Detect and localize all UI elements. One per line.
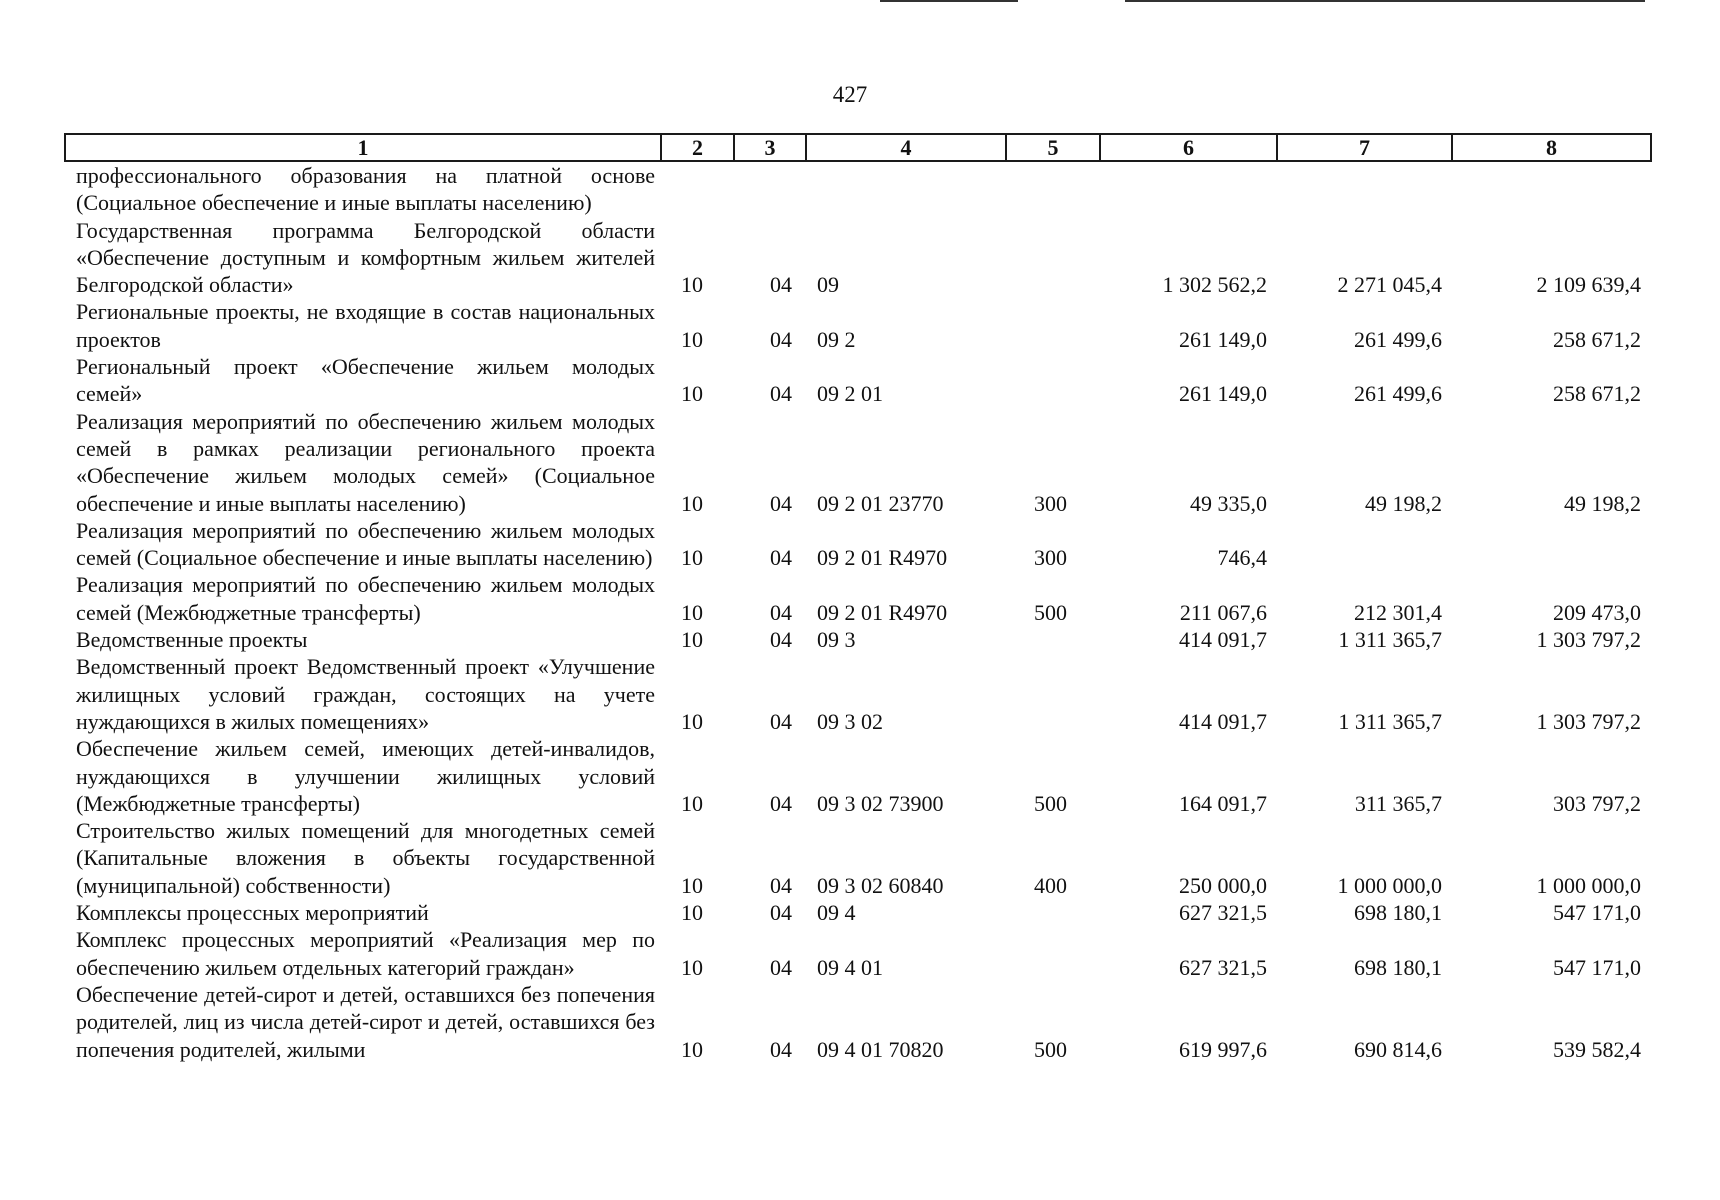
row-target-article: 09 2 01 23770 <box>817 490 944 516</box>
row-subsection: 04 <box>770 1036 792 1062</box>
table-row <box>65 735 1651 817</box>
row-amount-col8: 1 000 000,0 <box>1536 872 1641 898</box>
column-header-6: 6 <box>1100 134 1277 161</box>
row-amount-col8: 1 303 797,2 <box>1536 627 1641 653</box>
row-subsection: 04 <box>770 381 792 407</box>
table-row <box>65 517 1651 572</box>
row-expense-type: 400 <box>1034 872 1067 898</box>
row-target-article: 09 4 01 70820 <box>817 1036 944 1062</box>
row-name: Реализация мероприятий по обеспечению жильем молодых семей в рамках реализации регионального проекта «Обеспечение жильем молодых семей» (Социальное обеспечение и иные выплаты населению) <box>76 408 655 516</box>
row-amount-col8: 49 198,2 <box>1564 490 1641 516</box>
row-amount-col6: 619 997,6 <box>1179 1036 1267 1062</box>
row-expense-type <box>1006 353 1100 408</box>
row-amount-col6: 627 321,5 <box>1179 900 1267 926</box>
row-amount-col6 <box>1100 161 1277 217</box>
row-amount-col6: 746,4 <box>1217 545 1267 571</box>
row-subsection: 04 <box>770 272 792 298</box>
row-expense-type: 500 <box>1034 790 1067 816</box>
row-target-article: 09 4 01 <box>817 954 883 980</box>
row-subsection <box>734 161 806 217</box>
row-amount-col7: 698 180,1 <box>1354 954 1442 980</box>
row-name: Региональный проект «Обеспечение жильем молодых семей» <box>76 354 655 407</box>
row-section: 10 <box>681 599 703 625</box>
row-section: 10 <box>681 872 703 898</box>
row-amount-col8: 258 671,2 <box>1553 326 1641 352</box>
row-expense-type <box>1006 161 1100 217</box>
row-amount-col6: 414 091,7 <box>1179 708 1267 734</box>
row-expense-type: 500 <box>1034 1036 1067 1062</box>
row-amount-col8 <box>1452 161 1651 217</box>
row-amount-col8: 303 797,2 <box>1553 790 1641 816</box>
row-subsection: 04 <box>770 708 792 734</box>
table-row <box>65 217 1651 299</box>
row-amount-col6: 250 000,0 <box>1179 872 1267 898</box>
row-amount-col7: 311 365,7 <box>1354 790 1442 816</box>
row-amount-col6: 211 067,6 <box>1179 599 1267 625</box>
table-row <box>65 653 1651 735</box>
row-target-article: 09 3 02 73900 <box>817 790 944 816</box>
header-row <box>65 134 1651 161</box>
table-row <box>65 571 1651 626</box>
row-amount-col6: 1 302 562,2 <box>1162 272 1267 298</box>
row-amount-col8: 258 671,2 <box>1553 381 1641 407</box>
column-header-2: 2 <box>661 134 734 161</box>
column-header-3: 3 <box>734 134 806 161</box>
row-section: 10 <box>681 381 703 407</box>
row-subsection: 04 <box>770 490 792 516</box>
row-amount-col7: 690 814,6 <box>1354 1036 1442 1062</box>
table-row <box>65 353 1651 408</box>
row-expense-type: 300 <box>1034 545 1067 571</box>
row-amount-col6: 164 091,7 <box>1179 790 1267 816</box>
table-row <box>65 408 1651 517</box>
row-amount-col6: 414 091,7 <box>1179 627 1267 653</box>
row-section: 10 <box>681 1036 703 1062</box>
row-amount-col7: 698 180,1 <box>1354 900 1442 926</box>
row-target-article: 09 2 01 <box>817 381 883 407</box>
row-amount-col8: 209 473,0 <box>1553 599 1641 625</box>
row-subsection: 04 <box>770 872 792 898</box>
row-subsection: 04 <box>770 599 792 625</box>
row-name: Реализация мероприятий по обеспечению жильем молодых семей (Межбюджетные трансферты) <box>76 572 655 625</box>
column-header-8: 8 <box>1452 134 1651 161</box>
row-subsection: 04 <box>770 326 792 352</box>
table-row <box>65 926 1651 981</box>
row-section: 10 <box>681 272 703 298</box>
row-target-article: 09 3 02 <box>817 708 883 734</box>
row-target-article: 09 3 <box>817 627 856 653</box>
row-name: Комплексы процессных мероприятий <box>76 900 429 926</box>
row-section: 10 <box>681 954 703 980</box>
row-expense-type <box>1006 926 1100 981</box>
row-amount-col8: 2 109 639,4 <box>1536 272 1641 298</box>
row-amount-col7: 261 499,6 <box>1354 326 1442 352</box>
row-expense-type <box>1006 298 1100 353</box>
column-header-1: 1 <box>65 134 661 161</box>
row-section: 10 <box>681 627 703 653</box>
row-amount-col7: 1 000 000,0 <box>1337 872 1442 898</box>
row-name: профессионального образования на платной основе (Социальное обеспечение и иные выплаты населению) <box>76 163 655 216</box>
row-section: 10 <box>681 326 703 352</box>
row-amount-col7: 212 301,4 <box>1354 599 1442 625</box>
column-header-5: 5 <box>1006 134 1100 161</box>
row-amount-col8: 547 171,0 <box>1553 954 1641 980</box>
table-row <box>65 626 1651 653</box>
row-subsection: 04 <box>770 954 792 980</box>
row-amount-col7: 2 271 045,4 <box>1337 272 1442 298</box>
row-amount-col6: 261 149,0 <box>1179 381 1267 407</box>
row-amount-col7: 1 311 365,7 <box>1338 627 1442 653</box>
row-expense-type: 300 <box>1034 490 1067 516</box>
row-amount-col7: 49 198,2 <box>1365 490 1442 516</box>
row-target-article <box>806 161 1006 217</box>
row-target-article: 09 2 01 R4970 <box>817 599 948 625</box>
table-row <box>65 899 1651 926</box>
row-expense-type <box>1006 217 1100 299</box>
table-row <box>65 817 1651 899</box>
row-amount-col6: 49 335,0 <box>1190 490 1267 516</box>
row-amount-col7: 1 311 365,7 <box>1338 708 1442 734</box>
row-expense-type <box>1006 899 1100 926</box>
row-name: Ведомственный проект Ведомственный проект «Улучшение жилищных условий граждан, состоящих на учете нуждающихся в жилых помещениях» <box>76 654 655 734</box>
row-section: 10 <box>681 900 703 926</box>
row-amount-col8: 539 582,4 <box>1553 1036 1641 1062</box>
row-amount-col7: 261 499,6 <box>1354 381 1442 407</box>
row-target-article: 09 3 02 60840 <box>817 872 944 898</box>
row-name: Региональные проекты, не входящие в состав национальных проектов <box>76 299 655 352</box>
page-number: 427 <box>832 82 868 107</box>
row-amount-col7 <box>1277 161 1452 217</box>
row-name: Обеспечение жильем семей, имеющих детей-инвалидов, нуждающихся в улучшении жилищных условий (Межбюджетные трансферты) <box>76 736 655 816</box>
row-target-article: 09 <box>817 272 839 298</box>
row-name: Обеспечение детей-сирот и детей, оставшихся без попечения родителей, лиц из числа детей-сирот и детей, оставшихся без попечения родителей, жилыми <box>76 981 655 1062</box>
row-section: 10 <box>681 490 703 516</box>
column-header-7: 7 <box>1277 134 1452 161</box>
row-amount-col7 <box>1277 517 1452 572</box>
column-header-4: 4 <box>806 134 1006 161</box>
budget-table <box>64 133 1652 1063</box>
row-target-article: 09 2 <box>817 326 856 352</box>
row-section <box>661 161 734 217</box>
row-name: Ведомственные проекты <box>76 627 308 653</box>
row-target-article: 09 4 <box>817 900 856 926</box>
row-subsection: 04 <box>770 900 792 926</box>
row-amount-col6: 261 149,0 <box>1179 326 1267 352</box>
row-amount-col6: 627 321,5 <box>1179 954 1267 980</box>
row-expense-type: 500 <box>1034 599 1067 625</box>
row-subsection: 04 <box>770 627 792 653</box>
table-row <box>65 981 1651 1063</box>
row-expense-type <box>1006 626 1100 653</box>
row-target-article: 09 2 01 R4970 <box>817 545 948 571</box>
row-amount-col8: 547 171,0 <box>1553 900 1641 926</box>
top-rule-left <box>880 0 1018 2</box>
row-amount-col8: 1 303 797,2 <box>1536 708 1641 734</box>
row-section: 10 <box>681 708 703 734</box>
table-row <box>65 161 1651 217</box>
row-amount-col8 <box>1452 517 1651 572</box>
row-section: 10 <box>681 790 703 816</box>
row-section: 10 <box>681 545 703 571</box>
row-subsection: 04 <box>770 545 792 571</box>
row-name: Комплекс процессных мероприятий «Реализация мер по обеспечению жильем отдельных категорий граждан» <box>76 927 655 980</box>
table-row <box>65 298 1651 353</box>
top-rule-right <box>1125 0 1645 2</box>
row-name: Реализация мероприятий по обеспечению жильем молодых семей (Социальное обеспечение и иные выплаты населению) <box>76 517 655 571</box>
row-subsection: 04 <box>770 790 792 816</box>
row-name: Государственная программа Белгородской области «Обеспечение доступным и комфортным жильем жителей Белгородской области» <box>76 217 655 298</box>
row-expense-type <box>1006 653 1100 735</box>
row-name: Строительство жилых помещений для многодетных семей (Капитальные вложения в объекты государственной (муниципальной) собственности) <box>76 818 655 898</box>
